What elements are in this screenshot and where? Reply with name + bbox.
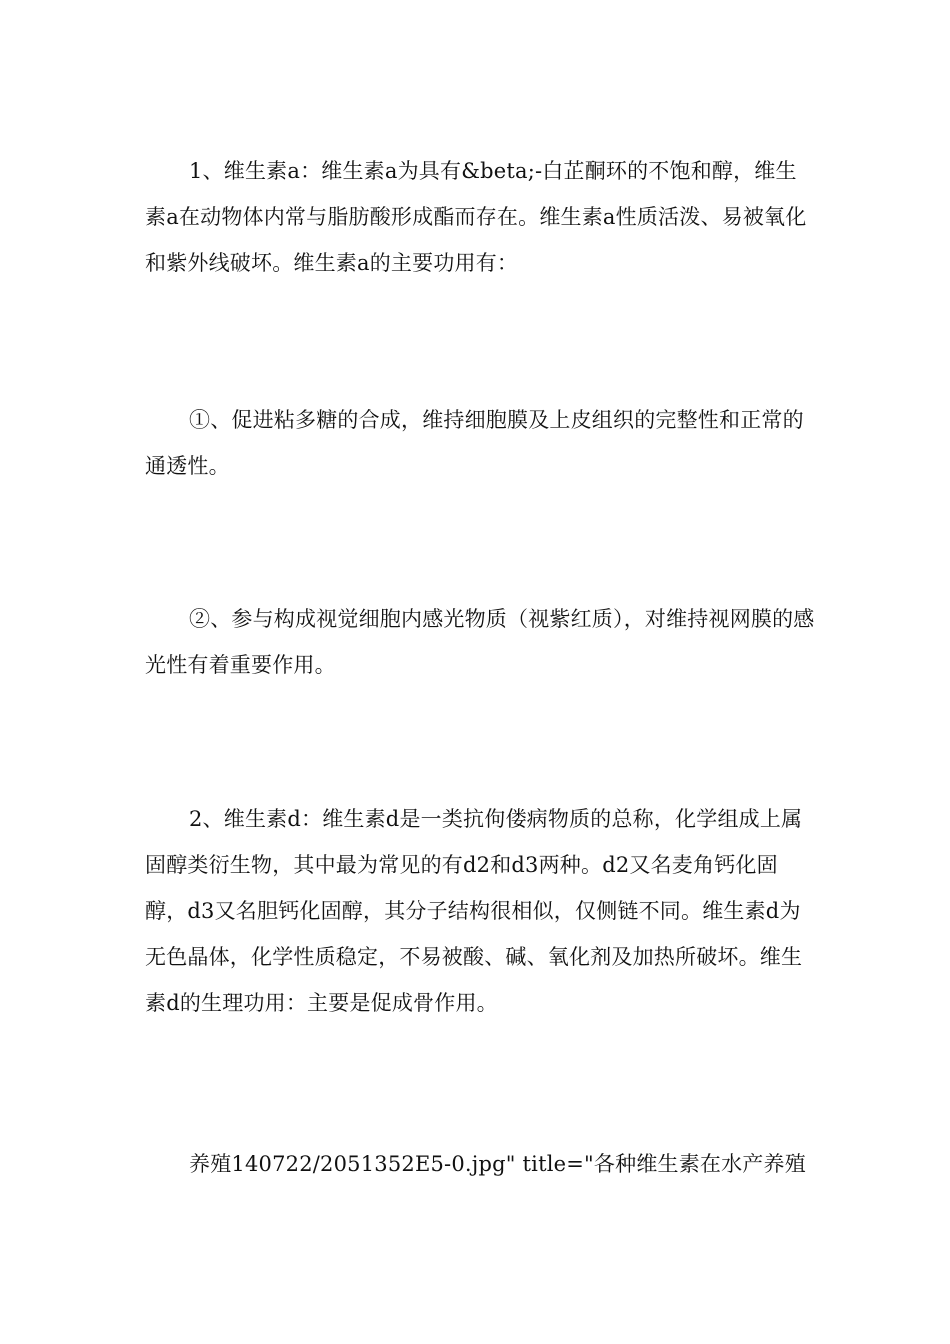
paragraph-vitamin-d: 2、维生素d：维生素d是一类抗佝偻病物质的总称，化学组成上属固醇类衍生物，其中最为常见的有d2和d3两种。d2又名麦角钙化固醇，d3又名胆钙化固醇，其分子结构很相似，仅侧链不同。维生素d为无色晶体，化学性质稳定，不易被酸、碱、氧化剂及加热所破坏。维生素d的生理功用：主要是促成骨作用。 (145, 807, 803, 1015)
paragraph-image-fragment: 养殖140722/2051352E5-0.jpg" title="各种维生素在水产养殖 (189, 1152, 806, 1176)
paragraph-function-1: ①、促进粘多糖的合成，维持细胞膜及上皮组织的完整性和正常的通透性。 (145, 408, 804, 478)
paragraph-vitamin-a: 1、维生素a：维生素a为具有&beta;-白芷酮环的不饱和醇，维生素a在动物体内常与脂肪酸形成酯而存在。维生素a性质活泼、易被氧化和紫外线破坏。维生素a的主要功用有： (145, 159, 807, 275)
paragraph-function-2: ②、参与构成视觉细胞内感光物质（视紫红质），对维持视网膜的感光性有着重要作用。 (145, 607, 815, 677)
